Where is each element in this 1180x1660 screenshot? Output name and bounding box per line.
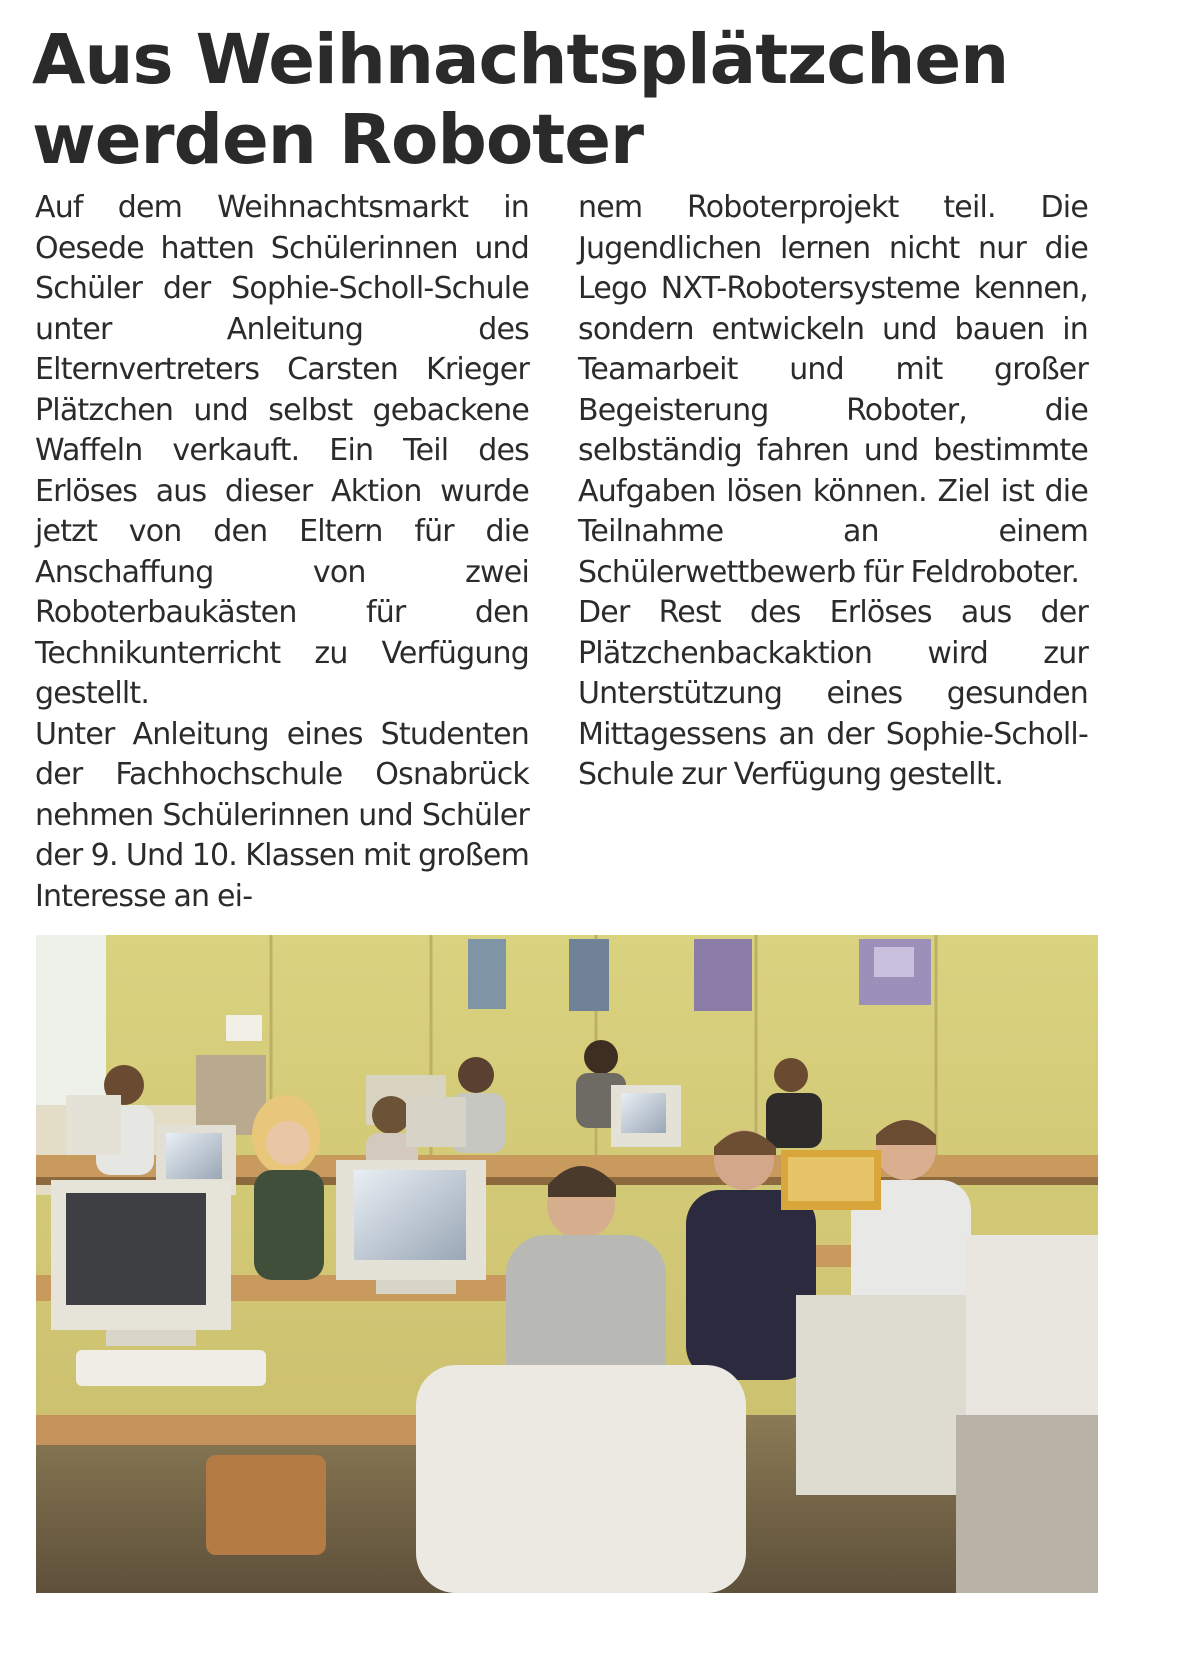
front-desk bbox=[36, 1415, 416, 1445]
chair bbox=[206, 1455, 326, 1555]
paragraph-roboterprojekt: nem Roboterprojekt teil. Die Jugendlichen lernen nicht nur die Lego NXT-Robotersysteme kennen, sondern entwickeln und bauen in Teamarbeit und mit großer Begeisterung Roboter, die selbständig fahren und bestimmte Aufgaben lösen können. Ziel ist die Teilnahme an einem Schülerwettbewerb für Feldroboter. bbox=[578, 190, 1088, 590]
text-column-right bbox=[578, 188, 1088, 796]
paragraph-weihnachtsmarkt: Auf dem Weihnachtsmarkt in Oesede hatten Schülerinnen und Schüler der Sophie-Scholl-Schule unter Anleitung des Elternvertreters Carsten Krieger Plätzchen und selbst gebackene Waffeln verkauft. Ein Teil des Erlöses aus dieser Aktion wurde jetzt von den Eltern für die Anschaffung von zwei Roboterbaukästen für den Technikunterricht zu Verfügung gestellt. bbox=[35, 190, 529, 711]
headline-line-1: Aus Weihnachtsplätzchen bbox=[32, 20, 1009, 100]
article-headline bbox=[32, 20, 1132, 180]
classroom-photo bbox=[36, 935, 1098, 1593]
window bbox=[36, 935, 106, 1105]
student-girl bbox=[252, 1095, 324, 1280]
paragraph-fachhochschule: Unter Anleitung eines Studenten der Fachhochschule Osnabrück nehmen Schülerinnen und Schüler der 9. Und 10. Klassen mit großem Interesse an ei- bbox=[35, 716, 529, 914]
keyboard bbox=[76, 1350, 266, 1386]
headline-line-2: werden Roboter bbox=[32, 100, 644, 180]
paragraph-erloes-rest: Der Rest des Erlöses aus der Plätzchenbackaktion wird zur Unterstützung eines gesunden Mittagessens an der Sophie-Scholl-Schule zur Verfügung gestellt. bbox=[578, 595, 1088, 792]
text-column-left bbox=[35, 188, 529, 917]
